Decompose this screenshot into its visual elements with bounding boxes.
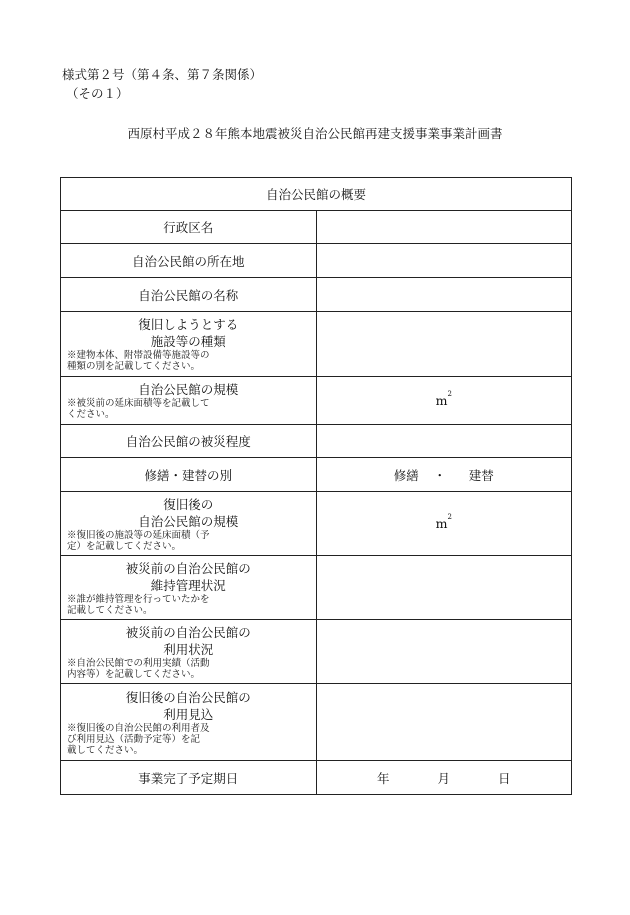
label-usage-after: 復旧後の自治公民館の 利用見込 ※復旧後の自治公民館の利用者及 び利用見込（活動予定等）を記 載してください。 bbox=[61, 684, 317, 761]
square-meter-unit: $m^2$ bbox=[435, 389, 452, 408]
document-title: 西原村平成２８年熊本地震被災自治公民館再建支援事業事業計画書 bbox=[127, 126, 503, 141]
table-row bbox=[61, 244, 572, 278]
year-label: 年 bbox=[377, 770, 390, 786]
square-meter-unit: $m^2$ bbox=[435, 512, 452, 531]
value-name[interactable] bbox=[316, 278, 572, 312]
table-row bbox=[61, 278, 572, 312]
value-damage-level[interactable] bbox=[316, 425, 572, 458]
table-row bbox=[61, 425, 572, 458]
label-usage-before: 被災前の自治公民館の 利用状況 ※自治公民館での利用実績（活動 内容等）を記載してください。 bbox=[61, 620, 317, 684]
value-location[interactable] bbox=[316, 244, 572, 278]
option-separator: ・ bbox=[433, 467, 446, 483]
form-number: 様式第２号（第４条、第７条関係） bbox=[62, 67, 263, 82]
overview-table bbox=[60, 177, 572, 795]
table-row bbox=[61, 312, 572, 377]
value-usage-before[interactable] bbox=[316, 620, 572, 684]
value-district-name[interactable] bbox=[316, 211, 572, 244]
label-completion-date: 事業完了予定期日 bbox=[61, 761, 317, 795]
value-maintenance[interactable] bbox=[316, 556, 572, 620]
label-repair-or-rebuild: 修繕・建替の別 bbox=[61, 458, 317, 492]
table-row bbox=[61, 761, 572, 795]
label-location: 自治公民館の所在地 bbox=[61, 244, 317, 278]
value-repair-or-rebuild bbox=[316, 458, 572, 492]
table-row bbox=[61, 458, 572, 492]
label-facility-type: 復旧しようとする 施設等の種類 ※建物本体、附帯設備等施設等の 種類の別を記載してください。 bbox=[61, 312, 317, 377]
label-damage-level: 自治公民館の被災程度 bbox=[61, 425, 317, 458]
month-label: 月 bbox=[437, 770, 450, 786]
label-maintenance: 被災前の自治公民館の 維持管理状況 ※誰が維持管理を行っていたかを 記載してください。 bbox=[61, 556, 317, 620]
value-usage-after[interactable] bbox=[316, 684, 572, 761]
value-scale-after[interactable] bbox=[316, 492, 572, 556]
option-rebuild[interactable]: 建替 bbox=[468, 467, 494, 483]
label-scale-before: 自治公民館の規模 ※被災前の延床面積等を記載して ください。 bbox=[61, 377, 317, 425]
label-scale-after: 復旧後の 自治公民館の規模 ※復旧後の施設等の延床面積（予 定）を記載してください。 bbox=[61, 492, 317, 556]
table-row bbox=[61, 211, 572, 244]
table-row bbox=[61, 684, 572, 761]
value-scale-before[interactable] bbox=[316, 377, 572, 425]
form-sub-number: （その１） bbox=[66, 86, 129, 101]
table-row bbox=[61, 492, 572, 556]
option-repair[interactable]: 修繕 bbox=[393, 467, 419, 483]
table-row bbox=[61, 377, 572, 425]
value-completion-date[interactable] bbox=[316, 761, 572, 795]
table-row bbox=[61, 556, 572, 620]
table-row bbox=[61, 620, 572, 684]
value-facility-type[interactable] bbox=[316, 312, 572, 377]
label-district-name: 行政区名 bbox=[61, 211, 317, 244]
label-name: 自治公民館の名称 bbox=[61, 278, 317, 312]
table-heading: 自治公民館の概要 bbox=[61, 178, 572, 211]
day-label: 日 bbox=[497, 770, 511, 786]
